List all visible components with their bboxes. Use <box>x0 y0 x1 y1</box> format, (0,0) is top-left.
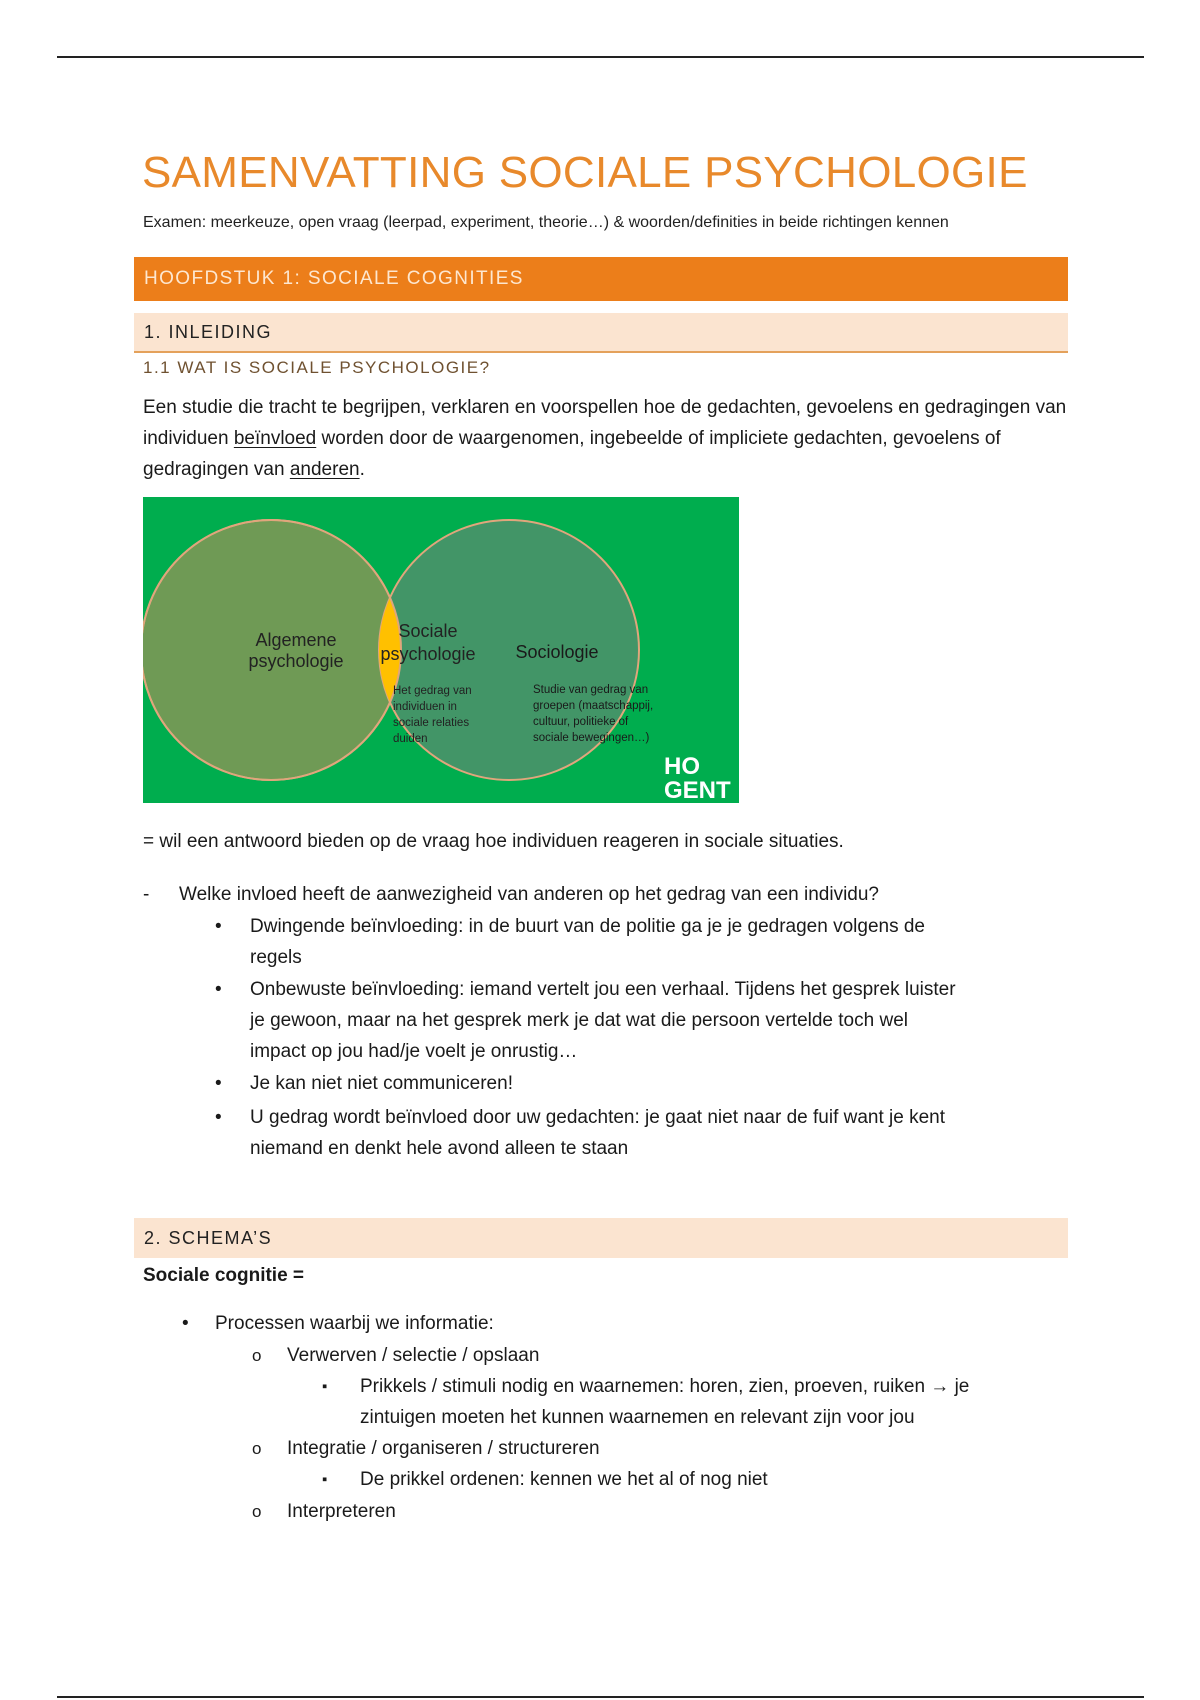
bullet-marker: • <box>215 1073 222 1094</box>
dash-marker: - <box>143 884 150 905</box>
venn-center-label: Sociale <box>398 621 458 641</box>
list-item: Interpreteren <box>287 1501 396 1522</box>
intro-text: Een studie die tracht te begrijpen, verklaren en voorspellen hoe de gedachten, gevoelens en gedragingen van individuen <box>143 397 1067 449</box>
venn-right-label: Sociologie <box>515 642 599 662</box>
list-item: niemand en denkt hele avond alleen te staan <box>250 1138 629 1159</box>
section-heading-text: 1. INLEIDING <box>144 321 273 342</box>
intro-text: worden door de waargenomen, ingebeelde of impliciete gedachten, gevoelens of gedragingen van <box>143 428 1001 480</box>
list-item: impact op jou had/je voelt je onrustig… <box>250 1041 578 1062</box>
chapter-heading <box>134 257 1068 301</box>
venn-center-label: psychologie <box>380 644 476 664</box>
list-item: je gewoon, maar na het gesprek merk je dat wat die persoon vertelde toch wel <box>250 1010 908 1031</box>
page-title: SAMENVATTING SOCIALE PSYCHOLOGIE <box>142 148 1028 197</box>
venn-diagram <box>143 497 739 803</box>
subheading-wat-is-sociale-psychologie: 1.1 WAT IS SOCIALE PSYCHOLOGIE? <box>143 358 491 377</box>
list-item: Processen waarbij we informatie: <box>215 1313 494 1334</box>
venn-right-desc: groepen (maatschappij, <box>533 700 654 712</box>
bottom-rule <box>57 1696 1144 1698</box>
bullet-marker: • <box>215 1107 222 1128</box>
term-sociale-cognitie: Sociale cognitie = <box>143 1265 305 1286</box>
venn-center-desc: Het gedrag van <box>393 685 472 697</box>
square-marker: ▪ <box>322 1471 328 1488</box>
question-line: Welke invloed heeft de aanwezigheid van anderen op het gedrag van een individu? <box>179 884 879 905</box>
venn-left-circle <box>143 520 401 780</box>
circle-marker: o <box>252 1346 262 1365</box>
venn-center-desc: duiden <box>393 733 428 745</box>
venn-left-label: psychologie <box>248 651 344 671</box>
hogent-logo: GENT <box>664 777 731 803</box>
venn-right-desc: Studie van gedrag van <box>533 684 649 696</box>
list-item: Onbewuste beïnvloeding: iemand vertelt jou een verhaal. Tijdens het gesprek luister <box>250 979 956 1000</box>
venn-center-desc: individuen in <box>393 701 457 713</box>
bullet-marker: • <box>215 916 222 937</box>
list-item: Prikkels / stimuli nodig en waarnemen: horen, zien, proeven, ruiken → je <box>360 1376 970 1397</box>
section-heading-inleiding <box>134 313 1068 353</box>
list-item: regels <box>250 947 302 968</box>
underlined-term: beïnvloed <box>233 428 317 449</box>
section-heading-text: 2. SCHEMA’S <box>144 1227 273 1248</box>
list-item: zintuigen moeten het kunnen waarnemen en relevant zijn voor jou <box>360 1407 915 1428</box>
exam-note: Examen: meerkeuze, open vraag (leerpad, experiment, theorie…) & woorden/definities in beide richtingen kennen <box>143 214 949 231</box>
list-item: Je kan niet niet communiceren! <box>250 1073 513 1094</box>
venn-center-desc: sociale relaties <box>393 717 470 729</box>
circle-marker: o <box>252 1502 262 1521</box>
intro-text: . <box>359 459 365 480</box>
bullet-marker: • <box>215 979 222 1000</box>
list-item: Verwerven / selectie / opslaan <box>287 1345 540 1366</box>
underlined-term: anderen <box>289 459 360 480</box>
circle-marker: o <box>252 1439 262 1458</box>
list-item: Integratie / organiseren / structureren <box>287 1438 600 1459</box>
list-item: Dwingende beïnvloeding: in de buurt van de politie ga je je gedragen volgens de <box>250 916 925 937</box>
list-item: De prikkel ordenen: kennen we het al of nog niet <box>360 1469 768 1490</box>
square-marker: ▪ <box>322 1378 328 1395</box>
list-item: U gedrag wordt beïnvloed door uw gedachten: je gaat niet naar de fuif want je kent <box>250 1107 946 1128</box>
section-heading-schemas <box>134 1218 1068 1258</box>
bullet-marker: • <box>182 1313 189 1334</box>
venn-left-label: Algemene <box>255 630 337 650</box>
top-rule <box>57 56 1144 58</box>
venn-right-desc: sociale bewegingen…) <box>533 732 650 744</box>
hogent-logo: HO <box>664 753 700 780</box>
chapter-heading-text: HOOFDSTUK 1: SOCIALE COGNITIES <box>144 268 524 289</box>
intro-paragraph <box>143 392 1073 485</box>
venn-right-desc: cultuur, politieke of <box>533 716 629 728</box>
answer-line: = wil een antwoord bieden op de vraag hoe individuen reageren in sociale situaties. <box>143 831 844 852</box>
